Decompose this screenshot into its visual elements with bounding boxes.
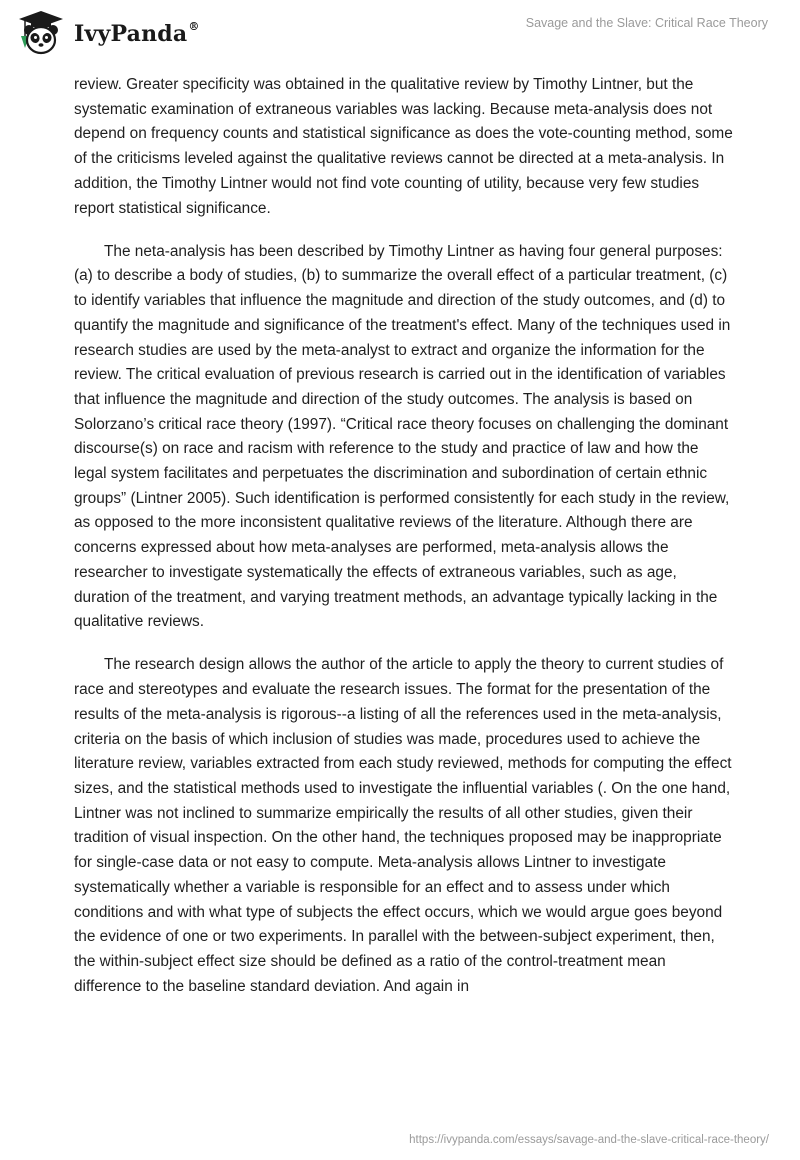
brand-logo[interactable] — [16, 8, 200, 58]
page-header — [0, 0, 800, 66]
brand-name-text: IvyPanda — [74, 21, 188, 47]
registered-mark: ® — [188, 19, 200, 33]
panda-graduate-icon — [16, 8, 66, 58]
document-title: Savage and the Slave: Critical Race Theory — [525, 16, 768, 30]
paragraph-3: The research design allows the author of the article to apply the theory to current studies of race and stereotypes and evaluate the research issues. The format for the presentation of the results of the meta-analysis is rigorous--a listing of all the references used in the meta-analysis, criteria on the basis of which inclusion of studies was made, procedures used to achieve the literature review, variables extracted from each study reviewed, methods for computing the effect sizes, and the statistical methods used to investigate the influential variables (. On the one hand, Lintner was not inclined to summarize empirically the results of all other studies, given their tradition of visual inspection. On the other hand, the techniques proposed may be inappropriate for single-case data or not easy to compute. Meta-analysis allows Lintner to investigate systematically whether a variable is responsible for an effect and to assess under which conditions and with what type of subjects the effect occurs, which we would argue goes beyond the evidence of one or two experiments. In parallel with the between-subject experiment, then, the within-subject effect size should be defined as a ratio of the control-treatment mean difference to the baseline standard deviation. And again in — [74, 656, 732, 995]
footer-url[interactable]: https://ivypanda.com/essays/savage-and-the-slave-critical-race-theory/ — [409, 1134, 769, 1146]
paragraph-1: review. Greater specificity was obtained in the qualitative review by Timothy Lintner, but the systematic examination of extraneous variables was lacking. Because meta-analysis does not depend on frequency counts and statistical significance as does the vote-counting method, some of the criticisms leveled against the qualitative reviews cannot be directed at a meta-analysis. In addition, the Timothy Lintner would not find vote counting of utility, because very few studies report statistical significance. — [74, 76, 733, 217]
essay-body — [74, 73, 734, 1018]
paragraph-2: The neta-analysis has been described by Timothy Lintner as having four general purposes: (a) to describe a body of studies, (b) to summarize the overall effect of a particular treatment, (c) to identify variables that influence the magnitude and direction of the study outcomes, and (d) to quantify the magnitude and significance of the treatment's effect. Many of the techniques used in research studies are used by the meta-analyst to extract and organize the information for the review. The critical evaluation of previous research is carried out in the identification of variables that influence the magnitude and direction of the study outcomes. The analysis is based on Solorzano’s critical race theory (1997). “Critical race theory focuses on challenging the dominant discourse(s) on race and racism with reference to the study and practice of law and how the legal system facilitates and perpetuates the discrimination and subordination of certain ethnic groups” (Lintner 2005). Such identification is performed consistently for each study in the review, as opposed to the more inconsistent qualitative reviews of the literature. Although there are concerns expressed about how meta-analyses are performed, meta-analysis allows the researcher to investigate systematically the effects of extraneous variables, such as age, duration of the treatment, and varying treatment methods, an advantage typically lacking in the qualitative reviews. — [74, 242, 731, 631]
brand-name — [74, 21, 200, 47]
